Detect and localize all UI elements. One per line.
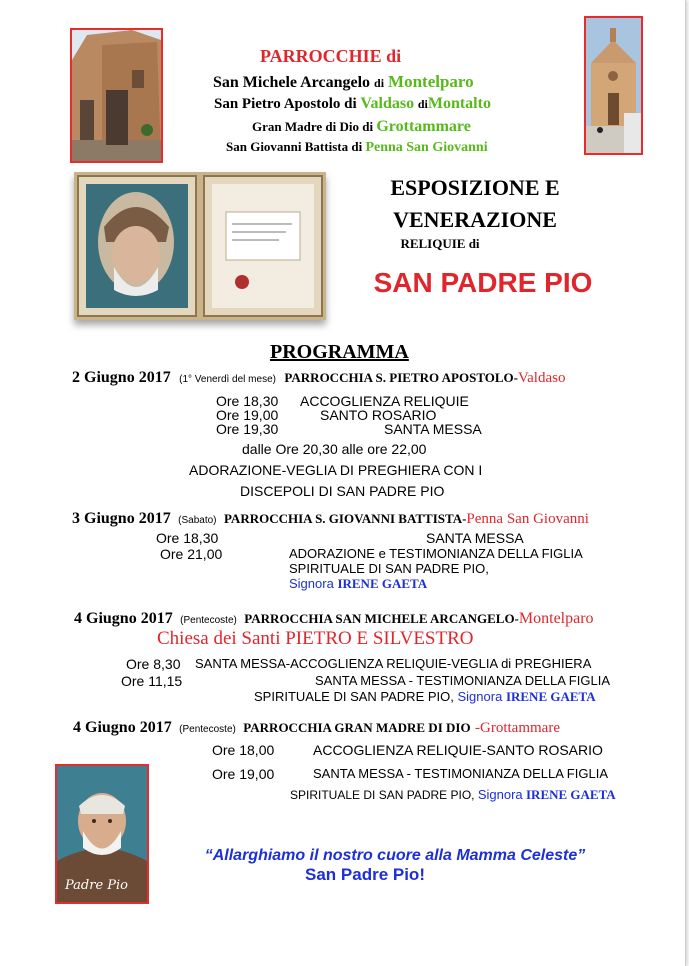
event-1-place: Valdaso <box>517 370 566 386</box>
event-1-time-3: Ore 19,30 <box>216 421 279 437</box>
church-photo-right <box>584 16 643 155</box>
event-4-text-2: SANTA MESSA - TESTIMONIANZA DELLA FIGLIA <box>313 766 608 781</box>
event-1-extra-1: dalle Ore 20,30 alle ore 22,00 <box>242 441 427 457</box>
event-3-time-1: Ore 8,30 <box>126 656 181 672</box>
event-4-note: (Pentecoste) <box>179 724 236 735</box>
event-2-time-1: Ore 18,30 <box>156 530 219 546</box>
event-1-header <box>72 369 565 387</box>
title-line-3: RELIQUIE di <box>400 236 480 251</box>
quote-text: “Allarghiamo il nostro cuore alla Mamma Celeste” <box>204 847 586 864</box>
event-4-header <box>73 719 560 737</box>
event-3-signora: Signora <box>457 689 503 704</box>
event-2-cont: SPIRITUALE DI SAN PADRE PIO, <box>289 561 489 576</box>
event-3-text-2: SANTA MESSA - TESTIMONIANZA DELLA FIGLIA <box>315 673 610 688</box>
event-2-person: IRENE GAETA <box>337 576 428 591</box>
parish-3-place: Grottammare <box>376 118 471 135</box>
parishes-title: PARROCCHIE di <box>260 46 402 66</box>
parish-line-4 <box>226 139 488 156</box>
event-3-text-1: SANTA MESSA-ACCOGLIENZA RELIQUIE-VEGLIA di PREGHIERA <box>195 656 592 671</box>
event-1-text-3: SANTA MESSA <box>384 421 482 437</box>
event-2-text-2: ADORAZIONE e TESTIMONIANZA DELLA FIGLIA <box>289 546 583 561</box>
event-1-note: (1° Venerdì del mese) <box>179 374 276 385</box>
event-1-text-1: ACCOGLIENZA RELIQUIE <box>300 393 469 409</box>
event-2-text-1: SANTA MESSA <box>426 530 524 546</box>
portrait-signature: Padre Pio <box>65 878 129 893</box>
event-3-person: IRENE GAETA <box>505 689 596 704</box>
event-2-header <box>72 510 589 528</box>
event-3-cont-line <box>254 689 596 705</box>
padre-pio-portrait <box>55 764 149 904</box>
parish-line-1 <box>213 72 474 92</box>
event-1-time-2: Ore 19,00 <box>216 407 279 423</box>
event-3-parish: PARROCCHIA SAN MICHELE ARCANGELO- <box>244 611 519 626</box>
event-1-parish: PARROCCHIA S. PIETRO APOSTOLO- <box>284 370 518 385</box>
event-4-date: 4 Giugno 2017 <box>73 719 172 736</box>
event-1-extra-3: DISCEPOLI DI SAN PADRE PIO <box>240 483 445 499</box>
event-4-text-1: ACCOGLIENZA RELIQUIE-SANTO ROSARIO <box>313 742 603 758</box>
title-line-1: ESPOSIZIONE E <box>390 175 560 200</box>
event-2-signora: Signora <box>289 576 334 591</box>
quote-author: San Padre Pio! <box>305 865 425 884</box>
program-heading: PROGRAMMA <box>270 341 409 363</box>
parish-2-name: San Pietro Apostolo di <box>214 96 357 112</box>
event-1-date: 2 Giugno 2017 <box>72 369 171 386</box>
event-3-place: Montelparo <box>518 610 594 627</box>
event-2-note: (Sabato) <box>178 515 217 526</box>
title-line-2: VENERAZIONE <box>393 207 557 232</box>
saint-name: SAN PADRE PIO <box>373 267 593 298</box>
event-2-person-line <box>289 576 427 592</box>
event-4-signora: Signora <box>477 787 523 802</box>
event-4-parish: PARROCCHIA GRAN MADRE DI DIO <box>243 720 471 735</box>
event-2-time-2: Ore 21,00 <box>160 546 223 562</box>
event-2-date: 3 Giugno 2017 <box>72 510 171 527</box>
church-photo-left <box>70 28 163 163</box>
parish-1-place: Montelparo <box>388 72 474 91</box>
parish-1-di: di <box>374 76 385 90</box>
event-3-time-2: Ore 11,15 <box>121 673 183 689</box>
parish-1-name: San Michele Arcangelo <box>213 74 371 91</box>
event-1-text-2: SANTO ROSARIO <box>320 407 437 423</box>
parish-3-name: Gran Madre di Dio di <box>252 119 374 134</box>
parish-4-place: Penna San Giovanni <box>365 140 488 155</box>
event-4-person: IRENE GAETA <box>526 787 616 802</box>
parish-4-name: San Giovanni Battista di <box>226 139 363 154</box>
event-3-note: (Pentecoste) <box>180 615 237 626</box>
parish-2-place1: Valdaso <box>360 95 415 112</box>
parish-line-3 <box>252 118 471 136</box>
event-4-place: -Grottammare <box>475 720 560 736</box>
parish-2-di: di <box>417 97 428 111</box>
parish-2-place2: Montalto <box>427 95 491 112</box>
event-3-church: Chiesa dei Santi PIETRO E SILVESTRO <box>157 628 474 649</box>
event-4-time-1: Ore 18,00 <box>212 742 275 758</box>
event-3-date: 4 Giugno 2017 <box>74 610 173 627</box>
event-2-parish: PARROCCHIA S. GIOVANNI BATTISTA- <box>223 511 467 526</box>
parish-line-2 <box>214 95 491 113</box>
event-4-time-2: Ore 19,00 <box>212 766 275 782</box>
event-1-time-1: Ore 18,30 <box>216 393 279 409</box>
event-4-cont-line <box>290 787 616 803</box>
event-1-extra-2: ADORAZIONE-VEGLIA DI PREGHIERA CON I <box>189 462 483 478</box>
event-3-header <box>74 610 594 628</box>
event-3-cont: SPIRITUALE DI SAN PADRE PIO, <box>254 689 454 704</box>
reliquary-image <box>74 172 326 320</box>
event-2-place: Penna San Giovanni <box>466 511 589 527</box>
event-4-cont: SPIRITUALE DI SAN PADRE PIO, <box>290 788 475 802</box>
